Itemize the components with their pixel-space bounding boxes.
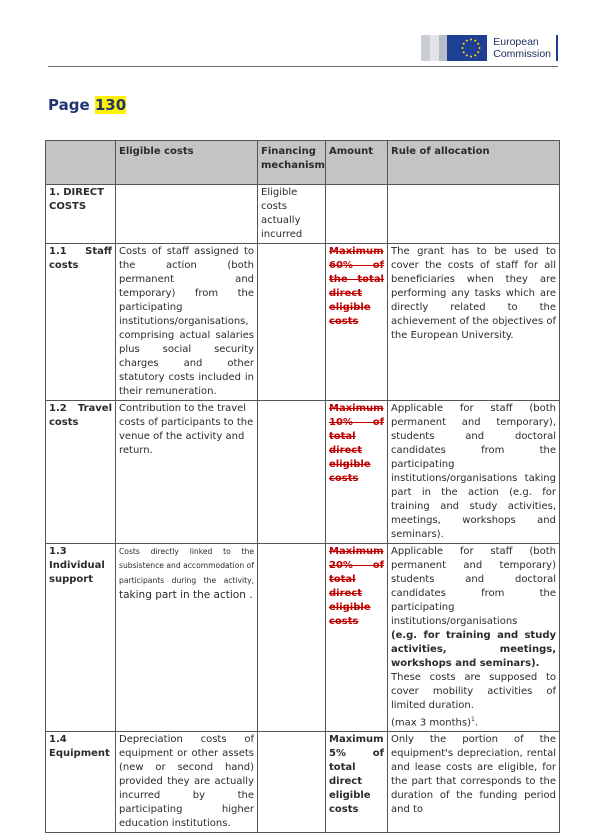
amount-cell: Maximum 5% of total direct eligible costs — [326, 732, 388, 833]
rule-cell: The grant has to be used to cover the costs of staff for all beneficiaries when they are performing any tasks which are directly related to the achievement of the objectives of the European University. — [388, 244, 560, 401]
rule-text-1: Applicable for staff (both permanent and temporary) students and doctoral candidates from the participating institutions/organisations — [391, 546, 556, 627]
category-individual-support: 1.3 Individual support — [46, 544, 116, 732]
header-financing-mechanism: Financing mechanism — [258, 141, 326, 185]
eligible-cell: Depreciation costs of equipment or other assets (new or second hand) provided they are actually incurred by the participating higher education institutions. — [116, 732, 258, 833]
financing-cell: Eligible costs actually incurred — [258, 185, 326, 244]
category-travel-costs: 1.2 Travel costs — [46, 401, 116, 544]
cell-empty — [258, 401, 326, 544]
logo-text — [493, 36, 551, 60]
amount-cell-struck: Maximum 60% of the total direct eligible costs — [326, 244, 388, 401]
category-equipment: 1.4 Equipment — [46, 732, 116, 833]
amount-cell-struck: Maximum 20% of total direct eligible costs — [326, 544, 388, 732]
logo-divider — [556, 35, 558, 61]
amount-cell-struck: Maximum 10% of total direct eligible costs — [326, 401, 388, 544]
cost-table — [45, 140, 560, 833]
eligible-cell — [116, 544, 258, 732]
logo-line-1: European — [493, 36, 539, 48]
page-header — [48, 0, 558, 67]
cell-empty — [326, 185, 388, 244]
table-row — [46, 732, 560, 833]
eligible-cell: Contribution to the travel costs of participants to the venue of the activity and return. — [116, 401, 258, 544]
rule-cell: Only the portion of the equipment's depreciation, rental and lease costs are eligible, for the part that corresponds to the duration of the funding period and to — [388, 732, 560, 833]
header-rule-of-allocation: Rule of allocation — [388, 141, 560, 185]
rule-text-4: (max 3 months) — [391, 717, 471, 729]
rule-cell — [388, 544, 560, 732]
ec-logo — [421, 35, 558, 61]
rule-text-2: (e.g. for training and study activities, meetings, workshops and seminars). — [391, 630, 556, 669]
rule-text-3: These costs are supposed to cover mobility activities of limited duration. — [391, 672, 556, 711]
cell-empty — [258, 732, 326, 833]
logo-line-2: Commission — [493, 48, 551, 60]
page-title — [48, 96, 126, 114]
rule-text-4-end: . — [474, 717, 478, 729]
eligible-cell: Costs of staff assigned to the action (both permanent and temporary) from the participating institutions/organisations, comprising actual salaries plus social security charges and other statutory costs included in their remuneration. — [116, 244, 258, 401]
cell-empty — [388, 185, 560, 244]
eu-flag-icon — [421, 35, 487, 61]
header-amount: Amount — [326, 141, 388, 185]
cell-empty — [258, 544, 326, 732]
eligible-text-small: Costs directly linked to the subsistence and accommodation of participants during the activity, — [119, 547, 254, 585]
table-row — [46, 244, 560, 401]
cell-empty — [258, 244, 326, 401]
header-eligible-costs: Eligible costs — [116, 141, 258, 185]
table-header-row — [46, 141, 560, 185]
table-row — [46, 185, 560, 244]
rule-cell: Applicable for staff (both permanent and temporary), students and doctoral candidates from the participating institutions/organisations taking part in the action (e.g. for training and study activities, meetings, workshops and seminars). — [388, 401, 560, 544]
table-row — [46, 401, 560, 544]
cell-empty — [116, 185, 258, 244]
category-staff-costs: 1.1 Staff costs — [46, 244, 116, 401]
category-direct-costs: 1. DIRECT COSTS — [46, 185, 116, 244]
table-row — [46, 544, 560, 732]
eligible-text-inserted: taking part in the action . — [119, 589, 253, 601]
page-number-highlight: 130 — [94, 96, 127, 114]
footnote-ref[interactable]: 1 — [470, 716, 475, 723]
page-label: Page — [48, 96, 95, 114]
header-cell-blank — [46, 141, 116, 185]
